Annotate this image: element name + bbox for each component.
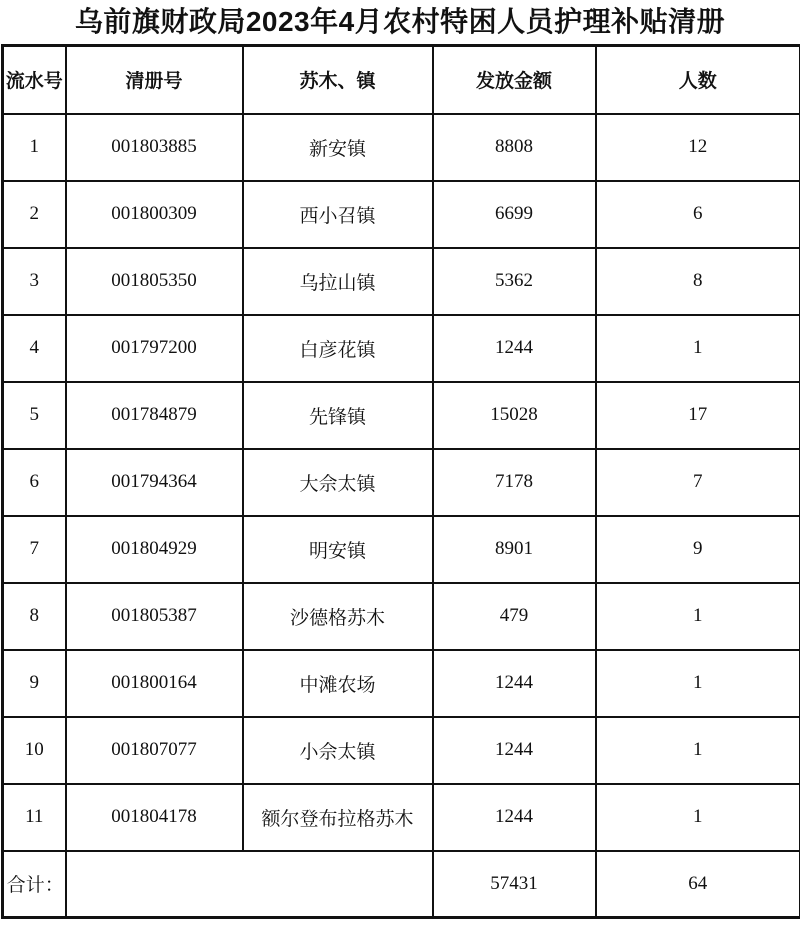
cell-serial: 2	[3, 181, 66, 248]
table-row	[3, 248, 800, 315]
cell-amount: 1244	[433, 717, 596, 784]
cell-count: 1	[596, 784, 800, 851]
table-row	[3, 114, 800, 181]
cell-town: 明安镇	[243, 516, 433, 583]
cell-amount: 7178	[433, 449, 596, 516]
header-town: 苏木、镇	[243, 46, 433, 114]
cell-register-no: 001800309	[66, 181, 243, 248]
total-count: 64	[596, 851, 800, 918]
cell-count: 1	[596, 583, 800, 650]
cell-serial: 9	[3, 650, 66, 717]
cell-register-no: 001805350	[66, 248, 243, 315]
cell-count: 6	[596, 181, 800, 248]
cell-amount: 6699	[433, 181, 596, 248]
cell-amount: 8901	[433, 516, 596, 583]
cell-count: 1	[596, 717, 800, 784]
table-header	[3, 46, 800, 114]
cell-count: 7	[596, 449, 800, 516]
cell-amount: 5362	[433, 248, 596, 315]
table-row	[3, 583, 800, 650]
table-row	[3, 650, 800, 717]
cell-register-no: 001800164	[66, 650, 243, 717]
cell-serial: 10	[3, 717, 66, 784]
cell-serial: 11	[3, 784, 66, 851]
cell-amount: 8808	[433, 114, 596, 181]
cell-register-no: 001797200	[66, 315, 243, 382]
cell-serial: 3	[3, 248, 66, 315]
table-row	[3, 516, 800, 583]
cell-town: 额尔登布拉格苏木	[243, 784, 433, 851]
cell-register-no: 001804178	[66, 784, 243, 851]
cell-register-no: 001803885	[66, 114, 243, 181]
table-row	[3, 315, 800, 382]
page-title: 乌前旗财政局2023年4月农村特困人员护理补贴清册	[74, 6, 726, 37]
header-register-no: 清册号	[66, 46, 243, 114]
header-amount: 发放金额	[433, 46, 596, 114]
cell-town: 乌拉山镇	[243, 248, 433, 315]
subsidy-table	[1, 44, 800, 919]
total-amount: 57431	[433, 851, 596, 918]
cell-serial: 1	[3, 114, 66, 181]
cell-register-no: 001804929	[66, 516, 243, 583]
cell-town: 小佘太镇	[243, 717, 433, 784]
header-row	[3, 46, 800, 114]
header-count: 人数	[596, 46, 800, 114]
table-row	[3, 717, 800, 784]
cell-town: 西小召镇	[243, 181, 433, 248]
cell-town: 先锋镇	[243, 382, 433, 449]
cell-town: 大佘太镇	[243, 449, 433, 516]
cell-town: 白彦花镇	[243, 315, 433, 382]
cell-serial: 4	[3, 315, 66, 382]
cell-amount: 1244	[433, 650, 596, 717]
cell-count: 17	[596, 382, 800, 449]
cell-serial: 5	[3, 382, 66, 449]
table-row	[3, 382, 800, 449]
cell-amount: 15028	[433, 382, 596, 449]
table-row	[3, 784, 800, 851]
table-row	[3, 181, 800, 248]
cell-amount: 1244	[433, 315, 596, 382]
cell-town: 新安镇	[243, 114, 433, 181]
cell-amount: 479	[433, 583, 596, 650]
cell-town: 中滩农场	[243, 650, 433, 717]
cell-count: 12	[596, 114, 800, 181]
table-total-row	[3, 851, 800, 918]
cell-town: 沙德格苏木	[243, 583, 433, 650]
cell-count: 1	[596, 650, 800, 717]
total-empty-cell	[66, 851, 433, 918]
cell-serial: 8	[3, 583, 66, 650]
cell-serial: 7	[3, 516, 66, 583]
cell-count: 1	[596, 315, 800, 382]
cell-count: 9	[596, 516, 800, 583]
cell-register-no: 001805387	[66, 583, 243, 650]
table-body	[3, 114, 800, 918]
total-label: 合计：	[3, 851, 66, 918]
header-serial: 流水号	[3, 46, 66, 114]
cell-register-no: 001807077	[66, 717, 243, 784]
cell-count: 8	[596, 248, 800, 315]
cell-register-no: 001794364	[66, 449, 243, 516]
cell-amount: 1244	[433, 784, 596, 851]
cell-serial: 6	[3, 449, 66, 516]
table-row	[3, 449, 800, 516]
cell-register-no: 001784879	[66, 382, 243, 449]
